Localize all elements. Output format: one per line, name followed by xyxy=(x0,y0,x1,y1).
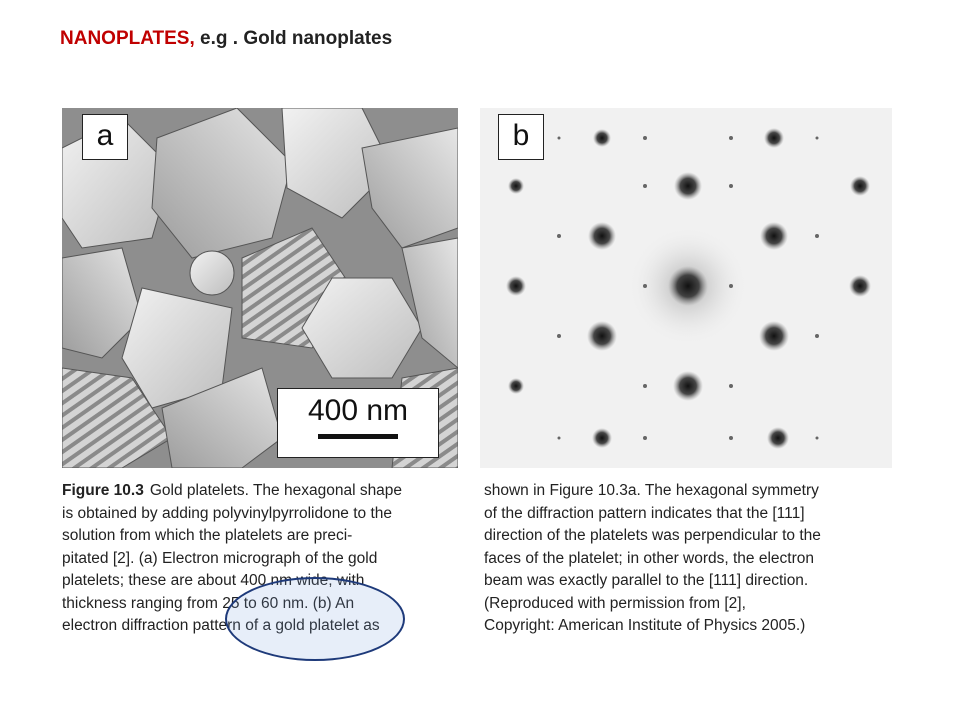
caption-line: faces of the platelet; in other words, the electron xyxy=(484,549,814,567)
diffraction-pattern-panel xyxy=(480,108,892,468)
electron-micrograph-panel xyxy=(62,108,458,468)
panel-a-label: a xyxy=(82,114,128,160)
caption-line: of the diffraction pattern indicates that the [111] xyxy=(484,504,805,522)
caption-line: pitated [2]. (a) Electron micrograph of the gold xyxy=(62,549,378,567)
caption-text: Gold platelets. The hexagonal shape xyxy=(149,482,403,499)
caption-line: thickness ranging from 25 to 60 nm. (b) An xyxy=(62,594,355,612)
caption-line: is obtained by adding polyvinylpyrrolidone to the xyxy=(62,504,393,522)
diffraction-pattern-image xyxy=(480,108,892,468)
caption-line: shown in Figure 10.3a. The hexagonal symmetry xyxy=(484,482,819,499)
figure-label: Figure 10.3 xyxy=(62,482,144,499)
slide-title-rest: e.g . Gold nanoplates xyxy=(200,28,393,49)
slide-title xyxy=(60,28,392,50)
caption-line: electron diffraction pattern of a gold platelet as xyxy=(62,617,380,634)
caption-line: platelets; these are about 400 nm wide, with xyxy=(62,572,365,589)
scale-bar-line xyxy=(318,434,398,439)
panel-b-label: b xyxy=(498,114,544,160)
caption-line: Copyright: American Institute of Physics 2005.) xyxy=(484,617,806,634)
highlight-ellipse xyxy=(225,577,405,661)
caption-line: solution from which the platelets are preci- xyxy=(62,527,353,544)
caption-line: direction of the platelets was perpendicular to the xyxy=(484,527,821,544)
caption-line: (Reproduced with permission from [2], xyxy=(484,594,746,612)
caption-line: beam was exactly parallel to the [111] direction. xyxy=(484,572,809,589)
scale-bar-label: 400 nm xyxy=(307,394,409,427)
caption-line xyxy=(62,480,472,503)
slide-title-accent: NANOPLATES, xyxy=(60,28,195,49)
figure-10-3 xyxy=(62,108,892,664)
caption-right-column xyxy=(484,480,894,638)
scale-bar xyxy=(277,388,439,458)
